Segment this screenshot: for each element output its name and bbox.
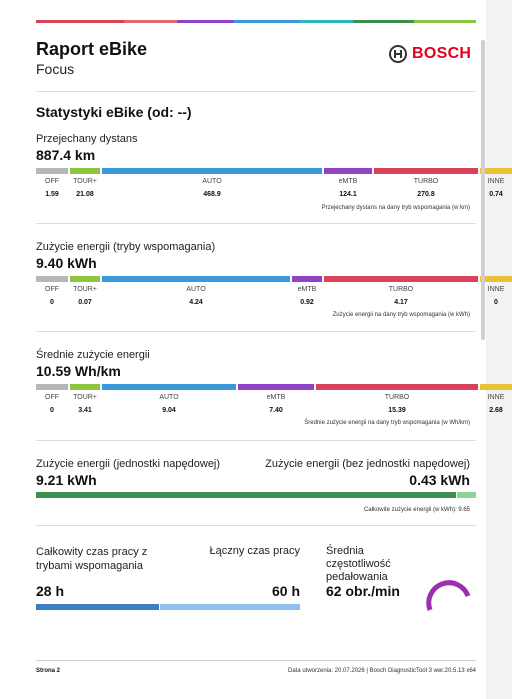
mode-name: TURBO <box>413 178 439 185</box>
mode-value: 0 <box>50 407 54 414</box>
bosch-logo <box>389 45 471 63</box>
mode-name: TURBO <box>388 286 414 293</box>
divider <box>36 440 476 441</box>
avg-value: 10.59 Wh/km <box>36 363 121 379</box>
mode-name: AUTO <box>186 286 206 293</box>
mode-segment-off <box>36 168 68 174</box>
drive-unit-value: 9.21 kWh <box>36 472 97 488</box>
mode-name: TOUR+ <box>73 286 97 293</box>
energy-value: 9.40 kWh <box>36 255 97 271</box>
avg-note: Średnie zużycie energii na dany tryb wspomagania (w Wh/km) <box>304 420 470 426</box>
mode-segment-emtb <box>292 276 322 282</box>
divider <box>36 223 476 224</box>
mode-segment-turbo <box>324 276 478 282</box>
non-drive-label: Zużycie energii (bez jednostki napędowej) <box>265 458 470 470</box>
mode-segment-emtb <box>324 168 372 174</box>
non-drive-value: 0.43 kWh <box>409 472 470 488</box>
mode-value: 15.39 <box>388 407 406 414</box>
total-time-label: Łączny czas pracy <box>209 545 300 557</box>
share-secondary <box>457 492 476 498</box>
mode-name: eMTB <box>266 394 286 401</box>
drive-note: Całkowite zużycie energii (w kWh): 9.65 <box>363 507 470 513</box>
mode-segment-off <box>36 276 68 282</box>
bosch-armature-icon <box>389 45 407 63</box>
mode-name: OFF <box>45 286 59 293</box>
mode-segment-emtb <box>238 384 314 390</box>
scrollbar-thumb[interactable] <box>481 40 485 340</box>
mode-segment-turbo <box>374 168 478 174</box>
cadence-gauge-icon <box>424 566 472 614</box>
mode-segment-off <box>36 384 68 390</box>
mode-name: OFF <box>45 178 59 185</box>
mode-name: TOUR+ <box>73 178 97 185</box>
mode-name: TURBO <box>384 394 410 401</box>
mode-value: 3.41 <box>78 407 92 414</box>
share-primary <box>36 492 456 498</box>
assist-time-label: Całkowity czas pracy z trybami wspomagania <box>36 546 148 572</box>
divider <box>36 331 476 332</box>
footer-divider <box>36 660 476 661</box>
share-primary <box>36 604 159 610</box>
mode-value: 0.74 <box>489 191 503 198</box>
distance-note: Przejechany dystans na dany tryb wspomagania (w km) <box>321 205 470 211</box>
mode-segment-tourplus <box>70 276 100 282</box>
divider <box>36 525 476 526</box>
mode-segment-inne <box>480 384 512 390</box>
mode-value: 270.8 <box>417 191 435 198</box>
energy-mode-bar <box>36 276 476 282</box>
mode-value: 4.24 <box>189 299 203 306</box>
mode-value: 468.9 <box>203 191 221 198</box>
share-secondary <box>160 604 300 610</box>
mode-segment-tourplus <box>70 384 100 390</box>
mode-name: eMTB <box>297 286 317 293</box>
mode-name: INNE <box>487 394 505 401</box>
mode-value: 7.40 <box>269 407 283 414</box>
mode-name: AUTO <box>159 394 179 401</box>
mode-name: TOUR+ <box>73 394 97 401</box>
energy-note: Zużycie energii na dany tryb wspomagania (w kWh) <box>332 312 470 318</box>
mode-value: 4.17 <box>394 299 408 306</box>
mode-value: 9.04 <box>162 407 176 414</box>
footer-info: Data utworzenia: 20.07.2026 | Bosch DiagnosticTool 3 wer.20.5.13 x64 <box>287 668 476 674</box>
cadence-value: 62 obr./min <box>326 583 400 599</box>
avg-label: Średnie zużycie energii <box>36 349 150 361</box>
drive-share-bar <box>36 492 476 498</box>
mode-name: INNE <box>487 178 505 185</box>
mode-value: 124.1 <box>339 191 357 198</box>
report-title: Raport eBike <box>36 39 148 59</box>
mode-value: 0 <box>494 299 498 306</box>
bike-name: Focus <box>36 61 75 77</box>
mode-value: 0.07 <box>78 299 92 306</box>
mode-name: AUTO <box>202 178 222 185</box>
mode-value: 1.59 <box>45 191 59 198</box>
total-time-value: 60 h <box>271 583 300 599</box>
mode-segment-turbo <box>316 384 478 390</box>
mode-name: OFF <box>45 394 59 401</box>
time-share-bar <box>36 604 300 610</box>
mode-name: eMTB <box>338 178 358 185</box>
mode-name: INNE <box>487 286 505 293</box>
mode-value: 0 <box>50 299 54 306</box>
cadence-label: Średnia częstotliwość pedałowania <box>326 545 391 583</box>
energy-label: Zużycie energii (tryby wspomagania) <box>36 241 216 253</box>
section-title: Statystyki eBike (od: --) <box>36 104 192 120</box>
mode-segment-tourplus <box>70 168 100 174</box>
mode-value: 0.92 <box>300 299 314 306</box>
brand-name: BOSCH <box>412 45 472 62</box>
mode-segment-auto <box>102 276 290 282</box>
mode-value: 2.68 <box>489 407 503 414</box>
distance-mode-bar <box>36 168 476 174</box>
page-number: Strona 2 <box>36 668 61 674</box>
avg-mode-bar <box>36 384 476 390</box>
mode-segment-auto <box>102 168 322 174</box>
assist-time-value: 28 h <box>36 583 65 599</box>
color-strip <box>36 20 476 23</box>
distance-label: Przejechany dystans <box>36 133 138 145</box>
mode-value: 21.08 <box>76 191 94 198</box>
drive-unit-label: Zużycie energii (jednostki napędowej) <box>36 458 221 470</box>
distance-value: 887.4 km <box>36 147 96 163</box>
mode-segment-auto <box>102 384 236 390</box>
divider <box>36 91 476 92</box>
